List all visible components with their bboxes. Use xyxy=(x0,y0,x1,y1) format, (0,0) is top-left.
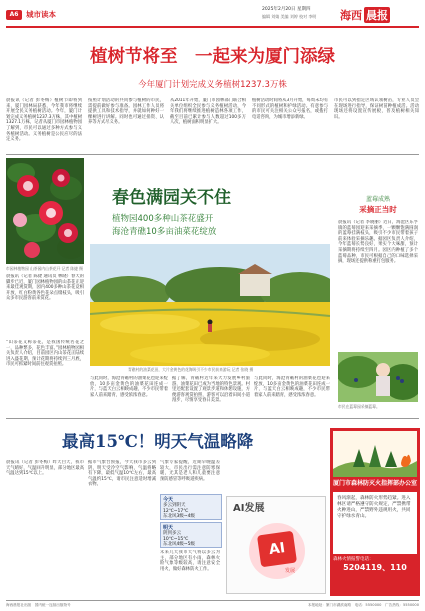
paper-name-b: 晨报 xyxy=(366,9,388,22)
forecast-today-day: 今天 xyxy=(163,497,174,503)
blueberry-caption: 市民在蓝莓园采摘蓝莓。 xyxy=(338,404,380,409)
weather-col-4: 未来几天我市天气将以多云为主，部分地区有小雨，森林火险气象等级较高，请注意安全用火，做好森林防火工作。 xyxy=(160,550,220,572)
ai-ad-label: AI发展 xyxy=(233,503,265,514)
weather-col-3: 气象专家提醒，近期早晚温差较大，市民出行需注意防寒保暖，尤其是老人和儿童要注意预防感冒等呼吸道疾病。 xyxy=(160,460,220,482)
forecast-today-weather: 多云到阴天 xyxy=(163,503,186,508)
forecast-today xyxy=(160,494,222,520)
forecast-tomorrow-day: 明天 xyxy=(163,525,174,531)
camellia-photo-caption: 市园林植物园 山茶园内山茶花开 记者 陈捷 摄 xyxy=(6,266,83,271)
paper-logo xyxy=(340,6,390,24)
weather-headline: 最高15℃！明天气温略降 xyxy=(62,432,254,451)
flower-subhead-1: 植物园400多种山茶花盛开 xyxy=(112,214,214,224)
section-divider xyxy=(6,154,419,155)
rapeseed-photo-art xyxy=(90,244,330,366)
header-meta: 编辑 刘婧 美编 刘婷 校对 李明 xyxy=(262,14,317,19)
footer-right: 本报地址：厦门市湖滨南路 电话：5550000 广告热线：5550000 xyxy=(307,603,419,607)
flower-col-3: 与此同时，海沧青礁村的油菜花也迎来绽放，10多亩金黄色的油菜花田连成一片，与蓝天白云相映成趣，不少市民带着家人前来踏青，感受浓浓春意。 xyxy=(90,376,168,398)
flower-headline: 春色满园关不住 xyxy=(112,188,231,208)
rapeseed-photo xyxy=(90,244,330,366)
forecast-today-wind: 东北风3级~4级 xyxy=(163,514,195,519)
sidebar-text: 晨报讯（记者 李晓丽）近日，海沧区东孚镇的蓝莓园迎来采摘季，一颗颗饱满圆润的蓝莓挂满枝头，吸引不少市民带着孩子前来体验采摘乐趣。据园区负责人介绍，今年蓝莓长势良好，果实个大味甜，预计采摘期将持续至四月。园区内种植了多个蓝莓品种，市民可根据自己的口味选择采摘，现场还提供称重打包服务。 xyxy=(338,220,418,265)
fire-notice-image xyxy=(333,431,417,477)
ai-ad xyxy=(226,496,326,594)
blueberry-photo-art xyxy=(338,352,418,402)
footer-rule xyxy=(6,600,419,601)
fire-prevention-icon xyxy=(333,431,417,477)
flower-col-2: “山茶花又称茶花，是我国传统名花之一，品种繁多，花色丰富。”园林植物园相关负责人介绍，目前园区内山茶花正陆续进入盛花期，预计花期将持续到三月底，市民可抓紧时间前往观赏拍照。 xyxy=(6,340,84,368)
header-date: 2025年2月20日 星期四 xyxy=(262,7,311,12)
forecast-tomorrow xyxy=(160,522,222,548)
ai-ad-big: AI xyxy=(267,539,287,559)
ai-ad-graphic-box xyxy=(257,531,297,568)
lead-headline: 植树节将至 一起来为厦门添绿 xyxy=(90,47,335,67)
fire-notice-body: 春风渐起，森林防火形势趋紧。进入林区请严格遵守防火规定，严禁携带火种进山，严禁野外违规用火，共同守护绿水青山。 xyxy=(333,492,417,554)
paper-name-a: 海西 xyxy=(340,9,362,22)
fire-notice-title: 厦门市森林防灭火指挥部办公室 xyxy=(333,480,418,487)
lead-col-5: 市民可以到指定区域认领树苗，专业人员会在现场进行指导，保证树苗种植成活。活动现场还将设置宣传展板，普及植树相关知识。 xyxy=(334,98,419,120)
flower-col-4: 据了解，青礁村近年来大力发展乡村旅游，油菜花田已成为当地的特色景观。村里还配套设置了观景步道和休憩设施，方便游客观赏拍照，游客可以沿着田间小道漫步，尽情享受春日美景。 xyxy=(172,376,250,404)
flower-subhead-2: 海沧青礁10多亩油菜花绽放 xyxy=(112,227,217,237)
lead-col-1: 晨报讯（记者 彭冬梅）植树节即将到来，厦门园林局获悉，今年我市将继续开展全民义务植树活动。今年，厦门计划完成义务植树1237.3万株，其中植树1327.1万株，记者从厦门市园林植物园了解到，市民可以通过多种方式参与义务植树活动。义务植树是公民应尽的法定义务。 xyxy=(6,98,82,143)
forecast-today-temp: 12℃~17℃ xyxy=(163,508,189,514)
fire-hotline: 5204119、110 xyxy=(343,563,407,572)
camellia-photo xyxy=(6,158,84,264)
fire-notice xyxy=(330,428,420,596)
section-title: 城市读本 xyxy=(26,10,56,19)
weather-col-2: 据市气象台预报，今天我市多云到阴，明天受冷空气影响，气温将略有下降，最低气温10℃左右，最高气温约15℃，请市民注意适时增减衣物。 xyxy=(88,460,156,488)
forecast-tomorrow-wind: 东北风4级~5级 xyxy=(163,542,195,547)
page-number: A6 xyxy=(9,11,19,18)
rapeseed-photo-caption: 青礁村的油菜花田，大片金黄色的花海吸引不少市民前来游玩 记者 张晓 摄 xyxy=(128,367,254,372)
forecast-tomorrow-weather: 阴到多云 xyxy=(163,531,181,536)
lead-col-2: 按照计划活动的共同参与植树的市民，需提前做好参与准备。园林工作人员将提供工具和技术指导，并就如何种好一棵树进行讲解。同时也可通过捐资、认养等方式尽义务。 xyxy=(88,98,164,126)
forecast-tomorrow-temp: 10℃~15℃ xyxy=(163,536,189,542)
lead-col-3: 从2011年开始，厦门市园林部门联合相关单位组织全民参与义务植树活动，今年我们将继续推进植树造林各项工作，截至目前已累计参与人数超过100多万人次，植树面积明显扩大。 xyxy=(170,98,246,126)
sidebar-title: 采摘正当时 xyxy=(359,205,397,214)
section-divider-2 xyxy=(6,418,419,419)
camellia-photo-art xyxy=(6,158,84,264)
weather-col-1: 晨报讯（记者 彭冬梅）昨天白天，我市天气晴好，气温回升明显，部分地区最高气温达到15℃以上。 xyxy=(6,460,84,477)
lead-subhead: 今年厦门计划完成义务植树1237.3万株 xyxy=(138,80,287,90)
header-rule xyxy=(6,26,419,28)
sidebar-kicker: 蓝莓成熟 xyxy=(365,196,390,203)
ai-ad-small: 发展 xyxy=(285,568,296,574)
flower-col-5: 与此同时，海沧青礁村的油菜花也迎来绽放，10多亩金黄色的油菜花田连成一片，与蓝天白云相映成趣，不少市民带着家人前来踏青，感受浓浓春意。 xyxy=(254,376,330,398)
fire-hotline-label: 森林火情报警电话： xyxy=(333,557,374,562)
blueberry-photo xyxy=(338,352,418,402)
lead-col-4: 植树活动时间将从3月开始，每周末均有不同形式的植树和护绿活动。有意参与的市民可关注相关公众号报名，或拨打电话咨询，为城市增添新绿。 xyxy=(252,98,328,120)
flower-col-1: 晨报讯（记者 陈捷 通讯员 林晓）春天的脚步已近，厦门园林植物园的山茶花正迎来最佳观赏期，园内400多种山茶花竞相开放，红白粉黄各色花朵点缀枝头，吸引众多市民游客前来赏花。 xyxy=(6,274,84,302)
footer-left: 海西晨报社出版 国内统一连续出版物号 xyxy=(6,603,71,607)
